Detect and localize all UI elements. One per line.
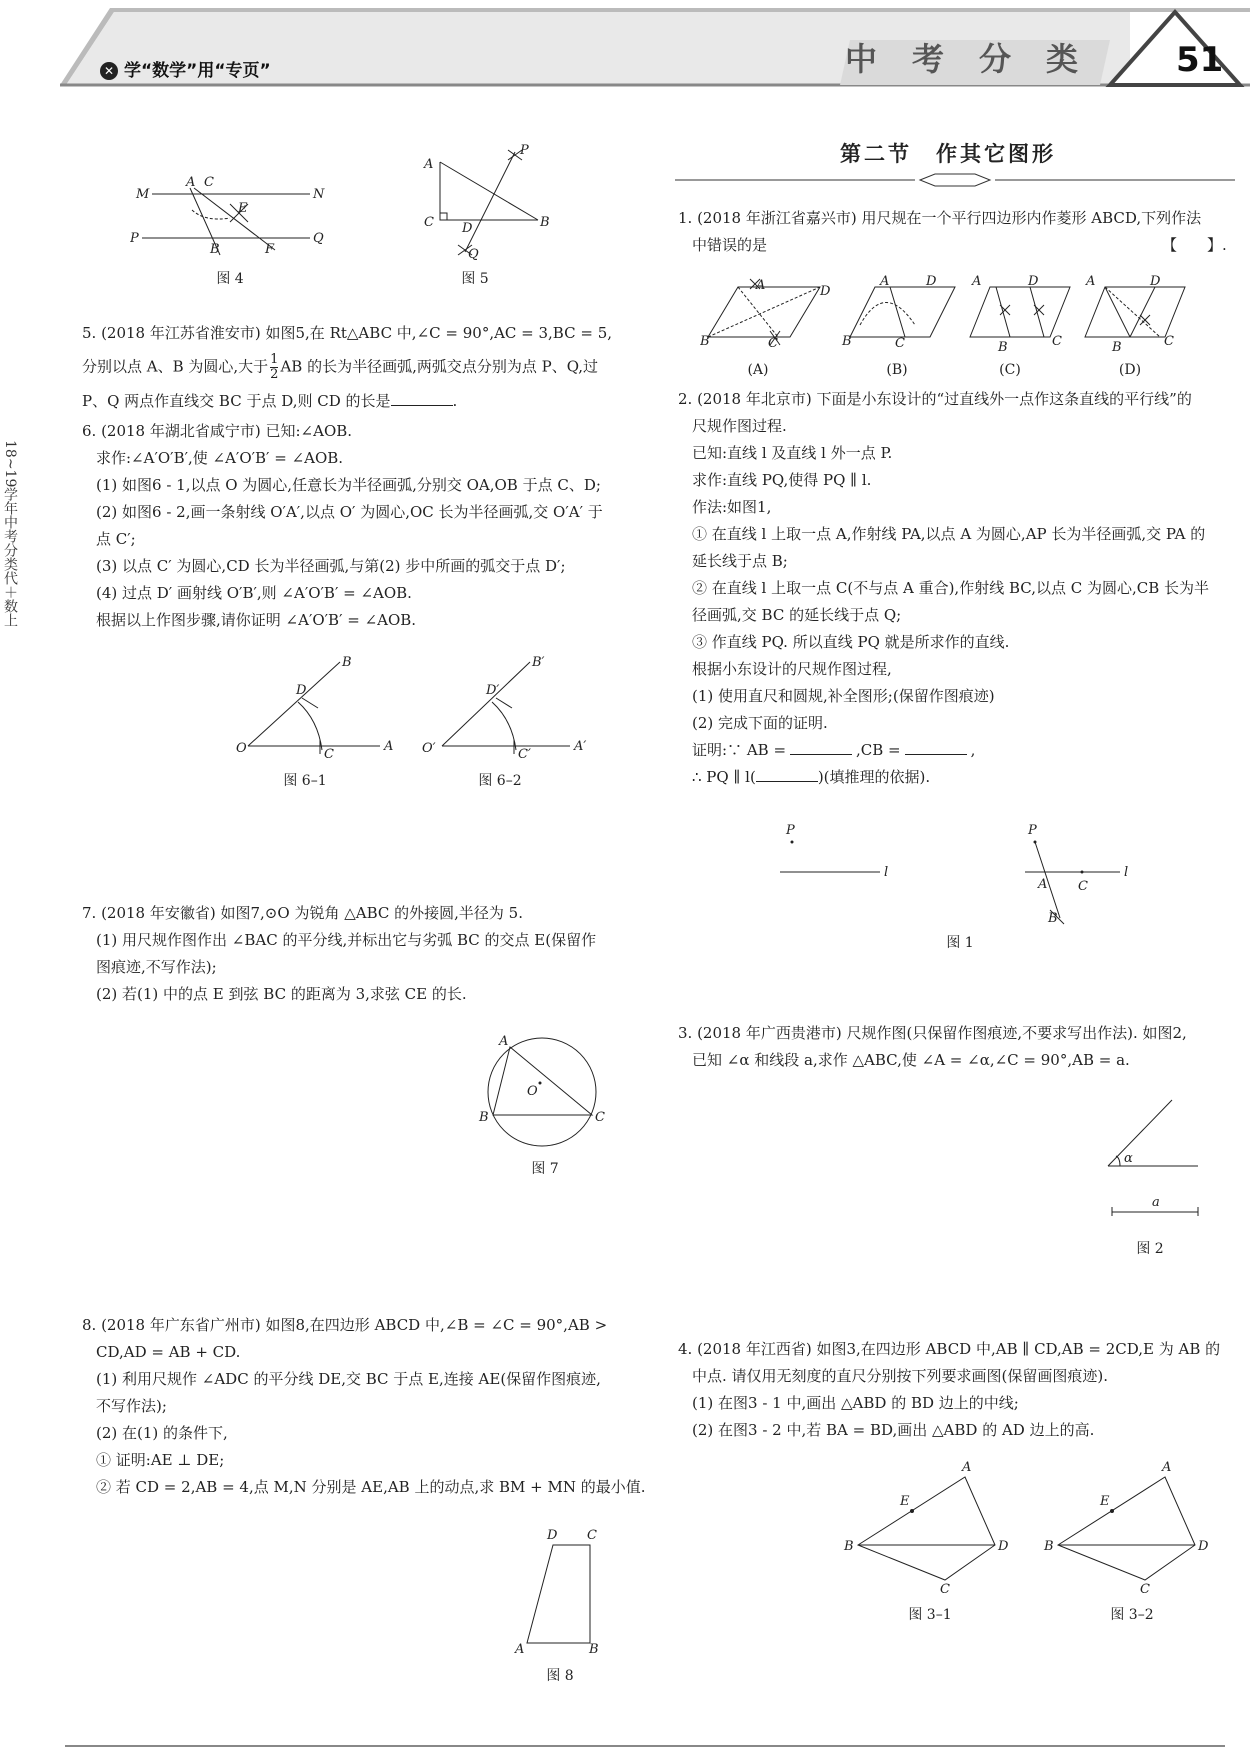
svg-text:A: A [515, 1642, 525, 1655]
svg-text:A: A [186, 175, 196, 190]
proof-text: )(填推理的依据). [817, 768, 931, 786]
figure-6-2 [420, 650, 590, 760]
fig7-caption: 图 7 [531, 1161, 559, 1177]
q2-line: 尺规作图过程. [692, 417, 787, 435]
q6-line: 根据以上作图步骤,请你证明 ∠A′O′B′ = ∠AOB. [96, 611, 417, 629]
option-c-label: (C) [999, 362, 1021, 378]
svg-text:l: l [884, 865, 889, 880]
figure-5 [420, 140, 560, 265]
svg-text:C: C [768, 336, 778, 351]
svg-text:A: A [1038, 877, 1048, 892]
svg-text:C: C [204, 175, 214, 190]
figure-7 [475, 1025, 615, 1155]
svg-text:O: O [236, 741, 247, 756]
q5-line-2 [82, 353, 612, 382]
q4-fig3-2-caption: 图 3–2 [1110, 1607, 1154, 1623]
svg-text:C: C [1140, 1582, 1150, 1595]
proof-text: 证明:∵ AB = [692, 741, 787, 759]
q5-line-1: 5. (2018 年江苏省淮安市) 如图5,在 Rt△ABC 中,∠C = 90°,AC = 3,BC = 5, [82, 324, 613, 342]
q5-line-3-text: P、Q 两点作直线交 BC 于点 D,则 CD 的长是 [82, 392, 391, 410]
svg-text:C: C [324, 747, 334, 760]
proof-text: , [970, 741, 976, 759]
q8-line: ① 证明:AE ⊥ DE; [96, 1451, 225, 1469]
q2-line: ① 在直线 l 上取一点 A,作射线 PA,以点 A 为圆心,AP 长为半径画弧,交 PA 的 [692, 525, 1206, 543]
q3-line-2: 已知 ∠α 和线段 a,求作 △ABC,使 ∠A = ∠α,∠C = 90°,AB = a. [692, 1051, 1130, 1069]
q4-line: 中点. 请仅用无刻度的直尺分别按下列要求画图(保留画图痕迹). [692, 1367, 1109, 1385]
section-title: 第二节 作其它图形 [840, 141, 1056, 166]
q2-line: ③ 作直线 PQ. 所以直线 PQ 就是所求作的直线. [692, 633, 1010, 651]
svg-text:F: F [265, 242, 275, 257]
option-b-label: (B) [886, 362, 908, 378]
x-logo-icon: ✕ [100, 62, 118, 80]
q4-line: (1) 在图3 - 1 中,画出 △ABD 的 BD 边上的中线; [692, 1394, 1019, 1412]
figure-8 [505, 1525, 615, 1655]
category-char-4: 类 [1046, 40, 1079, 78]
svg-text:E: E [900, 1494, 910, 1509]
section-divider [675, 172, 1235, 188]
q2-line: (2) 完成下面的证明. [692, 714, 828, 732]
fig8-caption: 图 8 [546, 1668, 574, 1684]
category-char-1: 中 [845, 40, 878, 78]
q5-line-3-end: . [452, 392, 458, 410]
question-4 [678, 1336, 1220, 1444]
q4-figure-3-2 [1040, 1455, 1215, 1595]
option-a-label: (A) [747, 362, 769, 378]
q8-line: (1) 利用尺规作 ∠ADC 的平分线 DE,交 BC 于点 E,连接 AE(保留作图痕迹, [96, 1370, 601, 1388]
svg-text:B: B [1048, 911, 1058, 926]
q4-line: (2) 在图3 - 2 中,若 BA = BD,画出 △ABD 的 AD 边上的高. [692, 1421, 1095, 1439]
brand-title [100, 56, 271, 81]
svg-text:C: C [1078, 879, 1088, 894]
q8-line: CD,AD = AB + CD. [96, 1343, 241, 1361]
svg-text:A: A [1162, 1460, 1172, 1475]
svg-text:A: A [972, 275, 982, 289]
svg-text:D: D [820, 284, 831, 299]
svg-text:B: B [700, 334, 710, 349]
q3-line-1: 3. (2018 年广西贵港市) 尺规作图(只保留作图痕迹,不要求写出作法). 如图2, [678, 1024, 1187, 1042]
svg-text:B: B [998, 340, 1008, 355]
q1-option-figures [700, 275, 1240, 365]
svg-text:P: P [520, 143, 529, 158]
q5-line-2-post: AB 的长为半径画弧,两弧交点分别为点 P、Q,过 [280, 357, 599, 376]
figure-4 [130, 160, 330, 270]
question-1 [678, 205, 1227, 259]
svg-text:A′: A′ [574, 739, 587, 754]
q2-figure-1 [770, 820, 1150, 930]
fig5-caption: 图 5 [461, 271, 489, 287]
q2-line: 延长线于点 B; [692, 552, 788, 570]
brand-text: 学“数学”用“专页” [124, 61, 271, 81]
fraction-denominator: 2 [270, 367, 279, 382]
q4-line: 4. (2018 年江西省) 如图3,在四边形 ABCD 中,AB ∥ CD,AB = 2CD,E 为 AB 的 [678, 1340, 1221, 1358]
q7-line: (1) 用尺规作图作出 ∠BAC 的平分线,并标出它与劣弧 BC 的交点 E(保留作 [96, 931, 597, 949]
question-7 [82, 900, 596, 1008]
q2-line: (1) 使用直尺和圆规,补全图形;(保留作图痕迹) [692, 687, 995, 705]
svg-text:l: l [1124, 865, 1129, 880]
q6-line: (1) 如图6 - 1,以点 O 为圆心,任意长为半径画弧,分别交 OA,OB 于点 C、D; [96, 476, 601, 494]
svg-text:Q: Q [468, 247, 479, 262]
proof-text: ∴ PQ ∥ l( [692, 768, 756, 786]
svg-text:C: C [587, 1528, 597, 1543]
q3-figure-2 [1100, 1090, 1210, 1220]
svg-text:A: A [499, 1034, 509, 1049]
q2-line: 根据小东设计的尺规作图过程, [692, 660, 892, 678]
svg-text:M: M [136, 187, 150, 202]
q1-line-2-text: 中错误的是 [692, 236, 768, 254]
fig4-caption: 图 4 [216, 271, 244, 287]
svg-text:B′: B′ [532, 655, 545, 670]
svg-text:B: B [842, 334, 852, 349]
q2-line: 径画弧,交 BC 的延长线于点 Q; [692, 606, 902, 624]
q2-line: ② 在直线 l 上取一点 C(不与点 A 重合),作射线 BC,以点 C 为圆心,CB 长为半 [692, 579, 1210, 597]
svg-text:A: A [756, 278, 766, 293]
fraction-one-half [270, 353, 278, 382]
svg-text:E: E [238, 201, 248, 216]
q5-line-3 [82, 388, 612, 415]
svg-text:D: D [1028, 275, 1039, 289]
category-char-3: 分 [979, 40, 1012, 78]
question-3 [678, 1020, 1187, 1074]
svg-text:α: α [1124, 1151, 1133, 1166]
question-5 [82, 320, 612, 415]
svg-text:B: B [479, 1110, 489, 1125]
q6-line: 6. (2018 年湖北省咸宁市) 已知:∠AOB. [82, 422, 353, 440]
svg-text:P: P [130, 231, 139, 246]
q5-line-2-pre: 分别以点 A、B 为圆心,大于 [82, 357, 269, 376]
q2-proof-line-1 [678, 737, 1209, 764]
svg-text:A: A [1086, 275, 1096, 289]
svg-text:C: C [1052, 334, 1062, 349]
q2-line: 已知:直线 l 及直线 l 外一点 P. [692, 444, 893, 462]
svg-text:D: D [547, 1528, 558, 1543]
q7-line: (2) 若(1) 中的点 E 到弦 BC 的距离为 3,求弦 CE 的长. [96, 985, 467, 1003]
question-6 [82, 418, 603, 634]
svg-text:A: A [424, 157, 434, 172]
q3-fig2-caption: 图 2 [1136, 1241, 1164, 1257]
q4-figure-3-1 [840, 1455, 1015, 1595]
q6-line: (4) 过点 D′ 画射线 O′B′,则 ∠A′O′B′ = ∠AOB. [96, 584, 412, 602]
svg-text:B: B [540, 215, 550, 230]
q6-line: 求作:∠A′O′B′,使 ∠A′O′B′ = ∠AOB. [96, 449, 344, 467]
option-d-label: (D) [1118, 362, 1142, 378]
svg-text:B: B [844, 1539, 854, 1554]
category-char-2: 考 [912, 40, 945, 78]
q6-line: (3) 以点 C′ 为圆心,CD 长为半径画弧,与第(2) 步中所画的弧交于点 D′; [96, 557, 566, 575]
svg-text:C: C [595, 1110, 605, 1125]
svg-text:E: E [1100, 1494, 1110, 1509]
svg-text:B: B [1044, 1539, 1054, 1554]
q1-line-2 [678, 232, 1227, 259]
svg-text:D: D [1198, 1539, 1209, 1554]
svg-text:B: B [342, 655, 352, 670]
q6-line: (2) 如图6 - 2,画一条射线 O′A′,以点 O′ 为圆心,OC 长为半径画弧,交 O′A′ 于 [96, 503, 603, 521]
svg-text:P: P [1028, 823, 1037, 838]
svg-text:C: C [940, 1582, 950, 1595]
q2-line: 求作:直线 PQ,使得 PQ ∥ l. [692, 471, 872, 489]
svg-text:C: C [1164, 334, 1174, 349]
svg-text:D: D [998, 1539, 1009, 1554]
svg-text:Q: Q [313, 231, 324, 246]
fig6-1-caption: 图 6–1 [283, 773, 327, 789]
q2-line: 作法:如图1, [692, 498, 772, 516]
fraction-numerator: 1 [270, 352, 279, 367]
footer-rule [65, 1745, 1225, 1747]
svg-text:C′: C′ [518, 747, 531, 760]
svg-text:O′: O′ [422, 741, 436, 756]
svg-text:D′: D′ [486, 683, 500, 698]
svg-text:D: D [462, 221, 473, 236]
svg-text:O: O [527, 1084, 538, 1099]
svg-text:D: D [926, 275, 937, 289]
question-8 [82, 1312, 646, 1501]
figure-6-1 [230, 650, 400, 760]
svg-text:D: D [1150, 275, 1161, 289]
svg-text:A: A [880, 275, 890, 289]
answer-bracket[interactable]: 【 】. [1162, 236, 1227, 254]
answer-blank[interactable] [905, 754, 967, 755]
svg-text:B: B [1112, 340, 1122, 355]
q4-fig3-1-caption: 图 3–1 [908, 1607, 952, 1623]
q8-line: (2) 在(1) 的条件下, [96, 1424, 228, 1442]
svg-text:B: B [589, 1642, 599, 1655]
q2-proof-line-2 [678, 764, 1209, 791]
q6-line: 点 C′; [96, 530, 136, 548]
fig6-2-caption: 图 6–2 [478, 773, 522, 789]
q1-line-1: 1. (2018 年浙江省嘉兴市) 用尺规在一个平行四边形内作菱形 ABCD,下列作法 [678, 209, 1202, 227]
page-number: 51 [1176, 40, 1224, 80]
q2-fig1-caption: 图 1 [946, 935, 974, 951]
svg-text:B: B [210, 242, 220, 257]
svg-text:D: D [296, 683, 307, 698]
svg-text:A: A [384, 739, 394, 754]
q7-line: 7. (2018 年安徽省) 如图7,⊙O 为锐角 △ABC 的外接圆,半径为 5. [82, 904, 523, 922]
question-2 [678, 386, 1209, 791]
q8-line: ② 若 CD = 2,AB = 4,点 M,N 分别是 AE,AB 上的动点,求 BM + MN 的最小值. [96, 1478, 646, 1496]
q7-line: 图痕迹,不写作法); [96, 958, 217, 976]
answer-blank[interactable] [790, 754, 852, 755]
q8-line: 8. (2018 年广东省广州市) 如图8,在四边形 ABCD 中,∠B = ∠C = 90°,AB > [82, 1316, 608, 1334]
q2-line: 2. (2018 年北京市) 下面是小东设计的“过直线外一点作这条直线的平行线”的 [678, 390, 1192, 408]
svg-text:P: P [786, 823, 795, 838]
svg-text:C: C [895, 336, 905, 351]
svg-text:N: N [313, 187, 325, 202]
svg-text:a: a [1152, 1195, 1160, 1210]
q8-line: 不写作法); [96, 1397, 167, 1415]
svg-text:C: C [424, 215, 434, 230]
answer-blank[interactable] [756, 781, 818, 782]
answer-blank[interactable] [391, 405, 453, 406]
side-margin-text: 18~19学年中考分类代＋数上 [2, 440, 18, 628]
proof-text: ,CB = [856, 741, 901, 759]
svg-text:A: A [962, 1460, 972, 1475]
